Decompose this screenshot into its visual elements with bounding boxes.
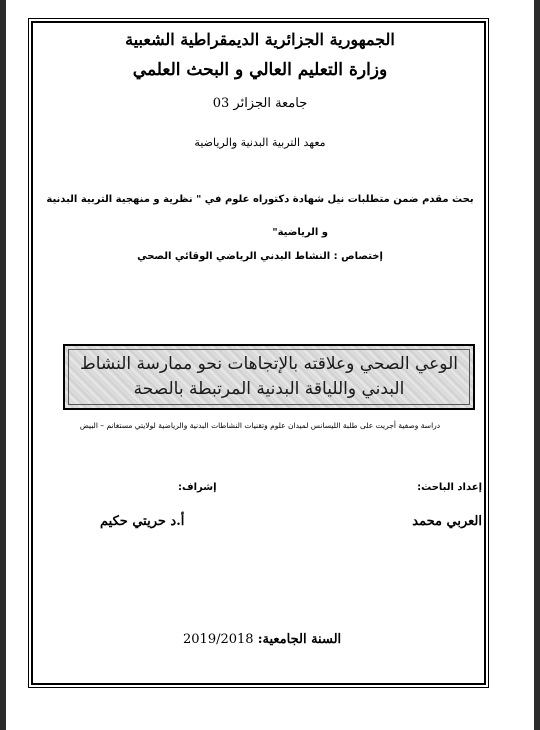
thesis-statement: بحث مقدم ضمن متطلبات نيل شهادة دكتوراه علوم في " نظرية و منهجية التربية البدنية (46, 194, 474, 205)
left-dark-border (0, 0, 6, 730)
supervisor-name: أ.د حريتي حكيم (100, 514, 185, 529)
thesis-statement-continued: و الرياضية" (272, 227, 328, 238)
supervisor-label: إشراف: (178, 482, 217, 493)
researcher-label: إعداد الباحث: (417, 482, 482, 493)
thesis-title-line-2: البدني واللياقة البدنية المرتبطة بالصحة (133, 379, 405, 399)
institute-name: معهد التربية البدنية والرياضية (194, 136, 326, 149)
study-description: دراسة وصفية أجريت على طلبة الليسانس لميدان علوم وتقنيات النشاطات البدنية والرياضية لولايتي مستغانم – البيض (79, 421, 441, 430)
university-name: جامعة الجزائر 03 (212, 96, 308, 111)
republic-heading: الجمهورية الجزائرية الديمقراطية الشعبية (125, 30, 395, 49)
specialty: إختصاص : النشاط البدني الرياضي الوقائي الصحي (137, 251, 383, 262)
thesis-title-line-1: الوعي الصحي وعلاقته بالإتجاهات نحو ممارسة النشاط (80, 354, 458, 374)
academic-year-label: السنة الجامعية: (257, 632, 342, 647)
thesis-title-box (63, 344, 475, 410)
right-dark-border (534, 0, 540, 730)
academic-year (183, 632, 341, 647)
academic-year-value: 2019/2018 (183, 632, 254, 647)
ministry-heading: وزارة التعليم العالي و البحث العلمي (132, 60, 388, 80)
researcher-name: العربي محمد (412, 514, 482, 529)
